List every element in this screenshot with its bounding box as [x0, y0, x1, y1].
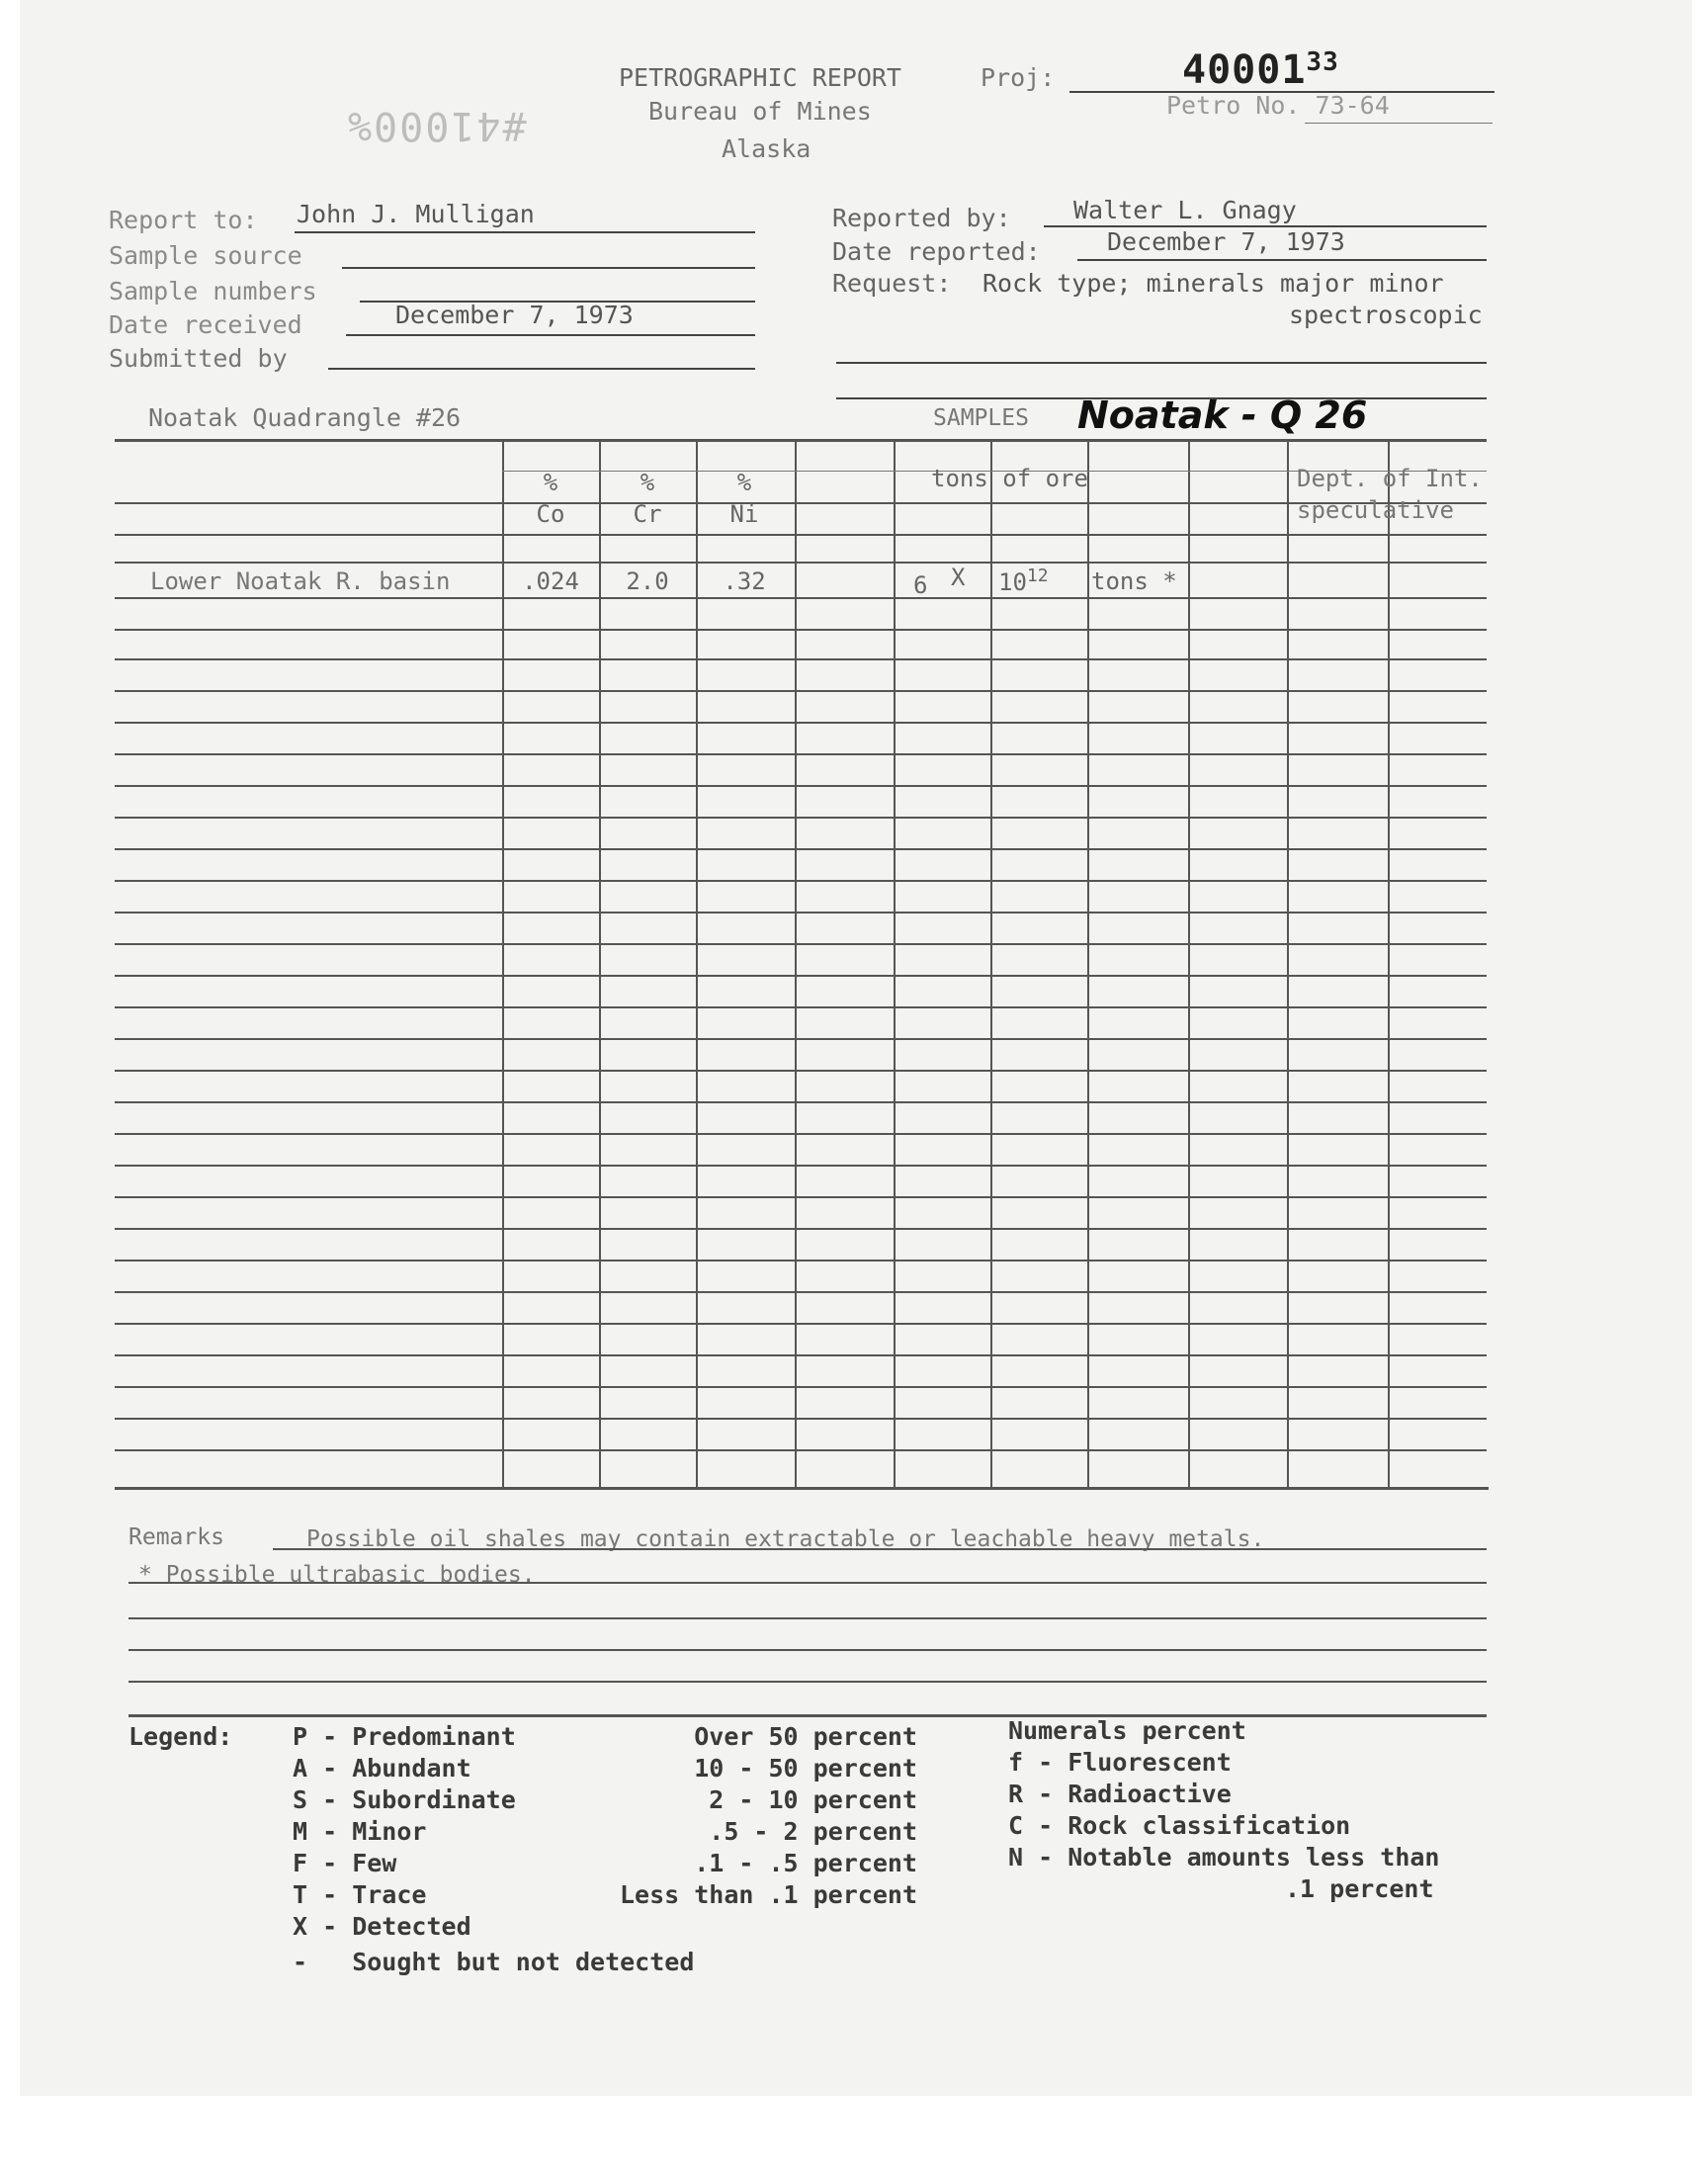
report-to-value: John J. Mulligan: [297, 200, 535, 228]
col-divider-3: [696, 439, 698, 1487]
row1-label: Lower Noatak R. basin: [150, 567, 451, 595]
co-pct-header: %: [543, 469, 558, 496]
col-divider-9: [1287, 439, 1289, 1487]
row-rule: [115, 1323, 1487, 1325]
legend-range-2: 2 - 10 percent: [709, 1785, 917, 1814]
remarks-rule-1: [273, 1548, 1487, 1550]
row-rule: [115, 1133, 1487, 1135]
row-rule: [115, 1228, 1487, 1230]
col-divider-2: [599, 439, 601, 1487]
legend-range-1: 10 - 50 percent: [694, 1754, 917, 1783]
row-rule: [115, 1354, 1487, 1356]
legend-right-3: C - Rock classification: [1008, 1811, 1351, 1840]
cr-header: Cr: [633, 500, 662, 528]
remarks-line-2: * Possible ultrabasic bodies.: [138, 1562, 536, 1588]
ni-header: Ni: [729, 500, 759, 528]
legend-right-4: N - Notable amounts less than: [1008, 1843, 1440, 1871]
legend-range-0: Over 50 percent: [694, 1722, 917, 1751]
proj-number-value: 40001: [1182, 47, 1307, 93]
row-rule: [115, 690, 1487, 692]
sample-source-underline: [342, 267, 755, 269]
legend-code-7: - Sought but not detected: [293, 1948, 695, 1976]
row-rule: [115, 597, 1487, 599]
reported-by-value: Walter L. Gnagy: [1073, 196, 1297, 224]
tons-header: tons of ore: [931, 465, 1088, 492]
legend-right-0: Numerals percent: [1008, 1716, 1246, 1745]
row-rule: [115, 1418, 1487, 1420]
report-title: PETROGRAPHIC REPORT: [619, 63, 901, 92]
legend-range-3: .5 - 2 percent: [709, 1817, 917, 1846]
row-rule: [115, 1196, 1487, 1198]
petro-value: 73-64: [1315, 91, 1390, 120]
row-rule: [115, 629, 1487, 631]
row-rule: [115, 1070, 1487, 1072]
row-rule: [115, 1386, 1487, 1388]
legend-right-2: R - Radioactive: [1008, 1780, 1232, 1808]
row-rule: [115, 1449, 1487, 1451]
remarks-rule-4: [128, 1649, 1487, 1651]
row-rule: [115, 1101, 1487, 1103]
row-rule: [115, 722, 1487, 724]
row-rule: [115, 1165, 1487, 1167]
row-rule: [115, 975, 1487, 977]
legend-code-3: M - Minor: [293, 1817, 427, 1846]
row1-tons-x: X: [951, 564, 966, 591]
row-rule: [115, 534, 1487, 536]
legend-right-1: f - Fluorescent: [1008, 1748, 1232, 1777]
date-received-underline: [346, 334, 755, 336]
cr-pct-header: %: [640, 469, 655, 496]
legend-code-0: P - Predominant: [293, 1722, 516, 1751]
col-divider-8: [1188, 439, 1190, 1487]
row-rule: [115, 785, 1487, 787]
report-sheet: [20, 0, 1692, 2096]
remarks-label: Remarks: [128, 1524, 224, 1550]
submitted-by-label: Submitted by: [109, 344, 288, 373]
row-rule: [115, 1291, 1487, 1293]
dept-header: Dept. of Int.: [1297, 465, 1483, 492]
faded-stamp: #41000%: [346, 103, 527, 148]
col-divider-1: [502, 439, 504, 1487]
date-reported-underline: [1077, 259, 1487, 261]
row-rule: [115, 658, 1487, 660]
row-rule: [115, 502, 1487, 504]
col-divider-6: [990, 439, 992, 1487]
request-label: Request:: [832, 269, 952, 298]
date-received-value: December 7, 1973: [395, 301, 634, 329]
report-to-label: Report to:: [109, 206, 258, 234]
row1-tons-unit: tons *: [1091, 567, 1177, 595]
location-label: Noatak Quadrangle #26: [148, 403, 462, 432]
reported-by-label: Reported by:: [832, 204, 1011, 232]
date-received-label: Date received: [109, 310, 302, 339]
row1-cr: 2.0: [626, 567, 669, 595]
row1-co: .024: [522, 567, 579, 595]
row1-tons-exp: 12: [1026, 566, 1049, 586]
row1-tons-value: [998, 566, 1049, 596]
row-rule: [115, 562, 1487, 564]
ni-pct-header: %: [736, 469, 752, 496]
co-header: Co: [536, 500, 565, 528]
row-rule: [115, 943, 1487, 945]
row-rule: [115, 1006, 1487, 1008]
report-to-underline: [295, 231, 755, 233]
row-rule: [115, 880, 1487, 882]
legend-range-5: Less than .1 percent: [619, 1880, 917, 1909]
col-divider-7: [1087, 439, 1089, 1487]
request-extra-line-1: [836, 362, 1487, 364]
speculative-header: speculative: [1297, 496, 1454, 524]
legend-right-5: .1 percent: [1285, 1874, 1434, 1903]
petro-underline: [1305, 123, 1493, 124]
proj-number-suffix: 33: [1306, 47, 1339, 77]
request-value-line1: Rock type; minerals major minor: [982, 269, 1444, 298]
date-reported-value: December 7, 1973: [1107, 227, 1345, 256]
bureau-name: Bureau of Mines: [648, 97, 872, 126]
row-rule: [115, 912, 1487, 914]
row-rule: [115, 848, 1487, 850]
samples-handwritten: Noatak - Q 26: [1077, 393, 1368, 437]
col-divider-10: [1388, 439, 1390, 1487]
submitted-by-underline: [328, 368, 755, 370]
remarks-rule-6: [128, 1714, 1487, 1717]
remarks-line-1: Possible oil shales may contain extractable or leachable heavy metals.: [306, 1526, 1265, 1552]
row1-tons-coef: 6: [913, 571, 928, 599]
samples-label: SAMPLES: [933, 405, 1029, 431]
request-value-line2: spectroscopic: [1289, 301, 1483, 329]
row-rule: [115, 753, 1487, 755]
sample-numbers-label: Sample numbers: [109, 277, 317, 305]
col-divider-4: [795, 439, 797, 1487]
legend-code-2: S - Subordinate: [293, 1785, 516, 1814]
legend-code-6: X - Detected: [293, 1912, 471, 1941]
table-top-rule: [115, 439, 1487, 442]
row-rule: [115, 1260, 1487, 1262]
remarks-rule-5: [128, 1681, 1487, 1683]
table-bottom-rule: [115, 1487, 1489, 1490]
row1-tons-base: 10: [998, 568, 1027, 596]
proj-label: Proj:: [981, 63, 1056, 92]
sample-source-label: Sample source: [109, 241, 302, 270]
legend-code-4: F - Few: [293, 1849, 397, 1877]
legend-label: Legend:: [128, 1722, 233, 1751]
proj-number: [1182, 47, 1339, 93]
legend-code-5: T - Trace: [293, 1880, 427, 1909]
state-name: Alaska: [722, 134, 811, 163]
legend-range-4: .1 - .5 percent: [694, 1849, 917, 1877]
legend-code-1: A - Abundant: [293, 1754, 471, 1783]
petro-number: [1166, 91, 1390, 120]
remarks-rule-3: [128, 1617, 1487, 1619]
petro-label: Petro No.: [1166, 91, 1301, 120]
date-reported-label: Date reported:: [832, 237, 1041, 266]
col-divider-5: [894, 439, 896, 1487]
remarks-rule-2: [128, 1582, 1487, 1584]
row-rule: [115, 817, 1487, 819]
row1-ni: .32: [723, 567, 766, 595]
row-rule: [115, 1038, 1487, 1040]
